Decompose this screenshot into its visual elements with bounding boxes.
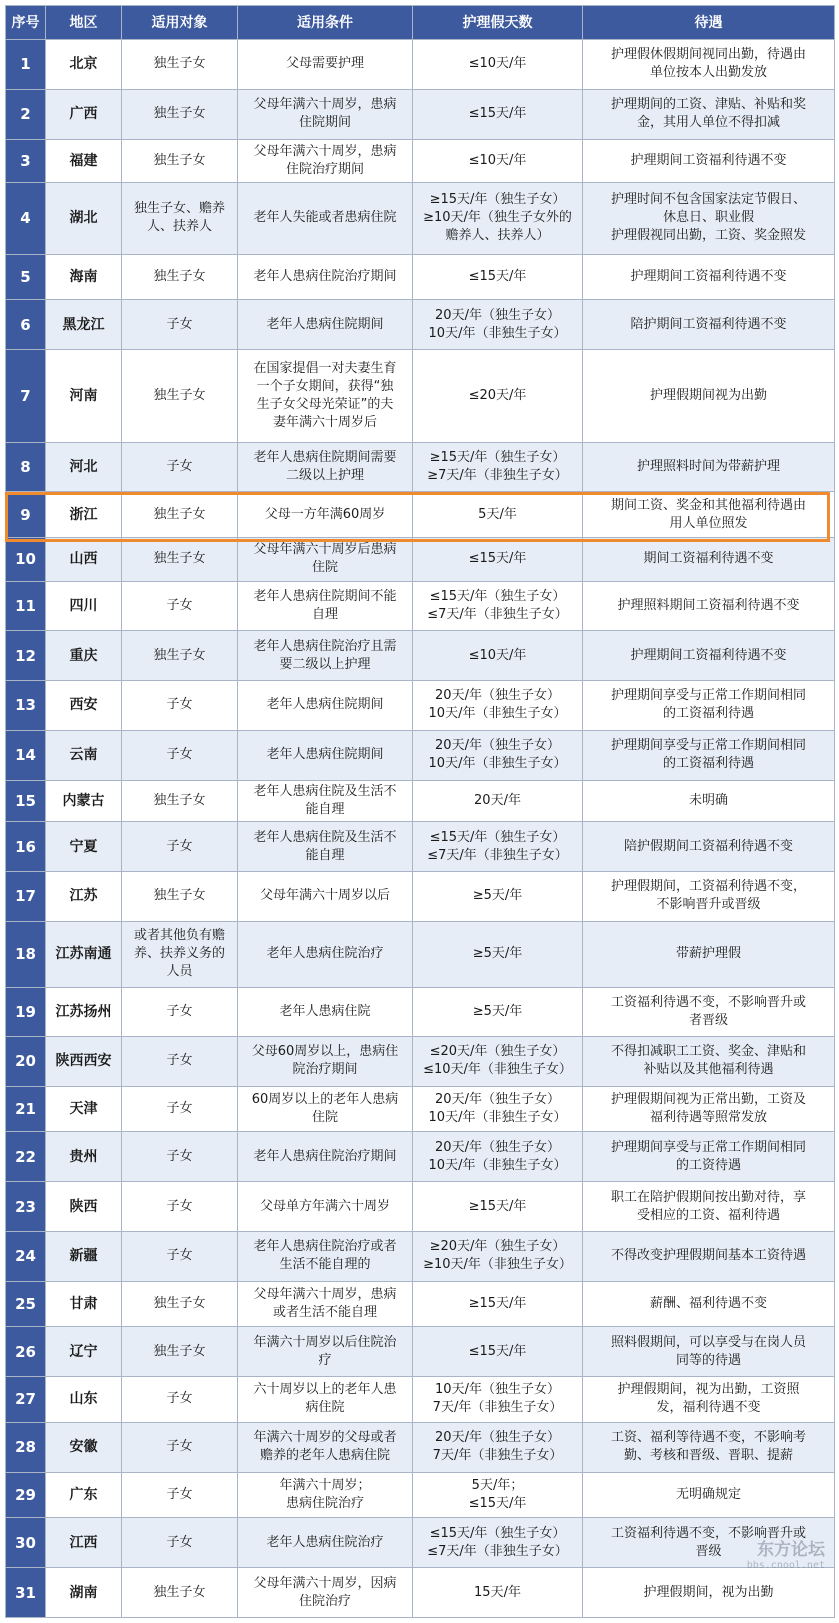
cell-no: 15: [6, 780, 46, 821]
cell-object: 独生子女: [122, 1327, 238, 1377]
cell-days: ≤15天/年: [413, 254, 583, 300]
cell-benefit: 未明确: [583, 780, 835, 821]
watermark-url: bbs.cnool.net: [746, 1560, 825, 1571]
cell-days: ≤20天/年: [413, 350, 583, 442]
cell-condition: 老年人患病住院及生活不 能自理: [238, 780, 413, 821]
header-object: 适用对象: [122, 6, 238, 40]
cell-region: 海南: [46, 254, 122, 300]
watermark-logo: 东方论坛: [757, 1540, 825, 1560]
cell-no: 25: [6, 1281, 46, 1327]
cell-benefit: 照料假期间，可以享受与在岗人员 同等的待遇: [583, 1327, 835, 1377]
cell-benefit: 陪护假期间工资福利待遇不变: [583, 822, 835, 872]
cell-benefit: 薪酬、福利待遇不变: [583, 1281, 835, 1327]
cell-condition: 在国家提倡一对夫妻生育 一个子女期间，获得“独 生子女父母光荣证”的夫 妻年满六十周岁后: [238, 350, 413, 442]
cell-days: ≤20天/年（独生子女） ≤10天/年（非独生子女）: [413, 1036, 583, 1086]
cell-days: 20天/年（独生子女） 10天/年（非独生子女）: [413, 1086, 583, 1132]
table-row: [6, 730, 835, 780]
cell-region: 四川: [46, 581, 122, 631]
cell-benefit: 护理假期间视为正常出勤，工资及 福利待遇等照常发放: [583, 1086, 835, 1132]
cell-days: ≤15天/年: [413, 89, 583, 139]
cell-condition: 老年人患病住院期间不能 自理: [238, 581, 413, 631]
cell-days: ≤15天/年: [413, 537, 583, 581]
cell-object: 独生子女: [122, 1568, 238, 1618]
cell-region: 辽宁: [46, 1327, 122, 1377]
cell-benefit: 护理照料时间为带薪护理: [583, 442, 835, 492]
cell-no: 13: [6, 681, 46, 731]
cell-no: 12: [6, 631, 46, 681]
cell-object: 子女: [122, 730, 238, 780]
cell-days: 5天/年； ≤15天/年: [413, 1472, 583, 1518]
cell-object: 子女: [122, 300, 238, 350]
cell-condition: 老年人患病住院治疗且需 要二级以上护理: [238, 631, 413, 681]
cell-no: 3: [6, 139, 46, 183]
cell-no: 8: [6, 442, 46, 492]
cell-no: 24: [6, 1231, 46, 1281]
cell-condition: 父母年满六十周岁以后: [238, 871, 413, 921]
cell-days: ≤15天/年（独生子女） ≤7天/年（非独生子女）: [413, 581, 583, 631]
table-row: [6, 1472, 835, 1518]
cell-condition: 年满六十周岁以后住院治 疗: [238, 1327, 413, 1377]
table-row: [6, 537, 835, 581]
cell-benefit: 护理假期间，工资福利待遇不变， 不影响晋升或晋级: [583, 871, 835, 921]
table-row: [6, 631, 835, 681]
cell-condition: 老年人患病住院治疗或者 生活不能自理的: [238, 1231, 413, 1281]
table-row: [6, 1422, 835, 1472]
cell-benefit: 无明确规定: [583, 1472, 835, 1518]
cell-benefit: 护理假期间，视为出勤: [583, 1568, 835, 1618]
cell-days: 10天/年（独生子女） 7天/年（非独生子女）: [413, 1377, 583, 1423]
cell-object: 子女: [122, 442, 238, 492]
cell-region: 江西: [46, 1518, 122, 1568]
cell-object: 独生子女: [122, 139, 238, 183]
cell-benefit: 不得改变护理假期间基本工资待遇: [583, 1231, 835, 1281]
cell-region: 河北: [46, 442, 122, 492]
table-row: [6, 442, 835, 492]
cell-region: 陕西: [46, 1182, 122, 1232]
cell-object: 子女: [122, 988, 238, 1037]
cell-object: 独生子女、赡养 人、扶养人: [122, 183, 238, 255]
header-no: 序号: [6, 6, 46, 40]
cell-days: 20天/年（独生子女） 7天/年（非独生子女）: [413, 1422, 583, 1472]
cell-region: 宁夏: [46, 822, 122, 872]
table-row: [6, 1036, 835, 1086]
cell-region: 广东: [46, 1472, 122, 1518]
cell-region: 广西: [46, 89, 122, 139]
policy-table: [5, 5, 835, 1618]
cell-days: ≤15天/年（独生子女） ≤7天/年（非独生子女）: [413, 1518, 583, 1568]
cell-days: ≤10天/年: [413, 40, 583, 90]
header-benefit: 待遇: [583, 6, 835, 40]
cell-condition: 父母需要护理: [238, 40, 413, 90]
cell-benefit: 不得扣减职工工资、奖金、津贴和 补贴以及其他福利待遇: [583, 1036, 835, 1086]
cell-days: ≤15天/年（独生子女） ≤7天/年（非独生子女）: [413, 822, 583, 872]
cell-no: 2: [6, 89, 46, 139]
cell-object: 子女: [122, 581, 238, 631]
table-row: [6, 1231, 835, 1281]
cell-object: 独生子女: [122, 871, 238, 921]
cell-condition: 60周岁以上的老年人患病 住院: [238, 1086, 413, 1132]
table-row: [6, 350, 835, 442]
cell-region: 西安: [46, 681, 122, 731]
cell-condition: 父母年满六十周岁，因病 住院治疗: [238, 1568, 413, 1618]
cell-no: 21: [6, 1086, 46, 1132]
table-row: [6, 1377, 835, 1423]
cell-no: 28: [6, 1422, 46, 1472]
table-row: [6, 183, 835, 255]
cell-condition: 父母年满六十周岁，患病 住院治疗期间: [238, 139, 413, 183]
cell-days: 20天/年（独生子女） 10天/年（非独生子女）: [413, 300, 583, 350]
cell-object: 独生子女: [122, 631, 238, 681]
cell-benefit: 护理期间工资福利待遇不变: [583, 139, 835, 183]
cell-no: 4: [6, 183, 46, 255]
cell-no: 7: [6, 350, 46, 442]
cell-object: 独生子女: [122, 492, 238, 538]
table-row: [6, 581, 835, 631]
header-days: 护理假天数: [413, 6, 583, 40]
table-row: [6, 681, 835, 731]
cell-condition: 年满六十周岁； 患病住院治疗: [238, 1472, 413, 1518]
cell-benefit: 期间工资福利待遇不变: [583, 537, 835, 581]
cell-no: 22: [6, 1132, 46, 1182]
cell-condition: 父母60周岁以上，患病住 院治疗期间: [238, 1036, 413, 1086]
cell-region: 江苏扬州: [46, 988, 122, 1037]
table-row: [6, 988, 835, 1037]
cell-no: 9: [6, 492, 46, 538]
cell-no: 10: [6, 537, 46, 581]
cell-days: ≥5天/年: [413, 921, 583, 987]
header-region: 地区: [46, 6, 122, 40]
cell-condition: 六十周岁以上的老年人患 病住院: [238, 1377, 413, 1423]
cell-days: 20天/年（独生子女） 10天/年（非独生子女）: [413, 730, 583, 780]
table-body: [6, 40, 835, 1618]
cell-object: 子女: [122, 1036, 238, 1086]
cell-benefit: 护理假期间视为出勤: [583, 350, 835, 442]
cell-days: ≤10天/年: [413, 631, 583, 681]
table-row: [6, 89, 835, 139]
cell-benefit: 护理期间享受与正常工作期间相同 的工资福利待遇: [583, 730, 835, 780]
cell-days: 20天/年（独生子女） 10天/年（非独生子女）: [413, 1132, 583, 1182]
cell-region: 山西: [46, 537, 122, 581]
cell-no: 11: [6, 581, 46, 631]
cell-region: 福建: [46, 139, 122, 183]
cell-condition: 老年人患病住院及生活不 能自理: [238, 822, 413, 872]
table-row: [6, 1568, 835, 1618]
cell-days: ≥5天/年: [413, 988, 583, 1037]
cell-benefit: 护理期间工资福利待遇不变: [583, 254, 835, 300]
cell-object: 或者其他负有赡 养、扶养义务的 人员: [122, 921, 238, 987]
cell-condition: 父母年满六十周岁后患病 住院: [238, 537, 413, 581]
cell-object: 独生子女: [122, 40, 238, 90]
cell-benefit: 陪护期间工资福利待遇不变: [583, 300, 835, 350]
cell-no: 5: [6, 254, 46, 300]
cell-no: 16: [6, 822, 46, 872]
cell-object: 子女: [122, 1377, 238, 1423]
cell-benefit: 职工在陪护假期间按出勤对待，享 受相应的工资、福利待遇: [583, 1182, 835, 1232]
table-row: [6, 1132, 835, 1182]
cell-object: 独生子女: [122, 780, 238, 821]
cell-days: ≥5天/年: [413, 871, 583, 921]
cell-benefit: 护理照料期间工资福利待遇不变: [583, 581, 835, 631]
cell-region: 浙江: [46, 492, 122, 538]
cell-condition: 老年人患病住院治疗期间: [238, 254, 413, 300]
cell-condition: 父母一方年满60周岁: [238, 492, 413, 538]
cell-benefit: 护理期间享受与正常工作期间相同 的工资福利待遇: [583, 681, 835, 731]
cell-no: 14: [6, 730, 46, 780]
cell-condition: 老年人患病住院期间: [238, 681, 413, 731]
cell-condition: 老年人患病住院: [238, 988, 413, 1037]
cell-object: 子女: [122, 1132, 238, 1182]
table-row: [6, 871, 835, 921]
cell-object: 独生子女: [122, 350, 238, 442]
cell-object: 子女: [122, 1518, 238, 1568]
cell-region: 江苏: [46, 871, 122, 921]
cell-region: 湖南: [46, 1568, 122, 1618]
cell-object: 子女: [122, 1422, 238, 1472]
table-row: [6, 921, 835, 987]
cell-benefit: 工资、福利等待遇不变，不影响考 勤、考核和晋级、晋职、提薪: [583, 1422, 835, 1472]
table-row: [6, 822, 835, 872]
cell-object: 子女: [122, 681, 238, 731]
cell-benefit: 护理期间工资福利待遇不变: [583, 631, 835, 681]
cell-benefit: 护理假期间，视为出勤，工资照 发，福利待遇不变: [583, 1377, 835, 1423]
cell-region: 江苏南通: [46, 921, 122, 987]
cell-no: 6: [6, 300, 46, 350]
cell-days: 20天/年（独生子女） 10天/年（非独生子女）: [413, 681, 583, 731]
cell-object: 独生子女: [122, 254, 238, 300]
cell-benefit: 带薪护理假: [583, 921, 835, 987]
header-condition: 适用条件: [238, 6, 413, 40]
cell-benefit: 护理期间享受与正常工作期间相同 的工资待遇: [583, 1132, 835, 1182]
cell-days: 20天/年: [413, 780, 583, 821]
cell-benefit: 工资福利待遇不变，不影响晋升或 晋级: [583, 1518, 835, 1568]
cell-object: 子女: [122, 1182, 238, 1232]
cell-no: 1: [6, 40, 46, 90]
cell-region: 内蒙古: [46, 780, 122, 821]
table-row: [6, 254, 835, 300]
cell-days: ≥15天/年（独生子女） ≥10天/年（独生子女外的 赡养人、扶养人）: [413, 183, 583, 255]
cell-days: ≤10天/年: [413, 139, 583, 183]
cell-benefit: 护理时间不包含国家法定节假日、 休息日、职业假 护理假视同出勤，工资、奖金照发: [583, 183, 835, 255]
cell-no: 20: [6, 1036, 46, 1086]
cell-benefit: 期间工资、奖金和其他福利待遇由 用人单位照发: [583, 492, 835, 538]
cell-condition: 父母单方年满六十周岁: [238, 1182, 413, 1232]
cell-no: 18: [6, 921, 46, 987]
cell-condition: 老年人患病住院期间: [238, 300, 413, 350]
cell-region: 北京: [46, 40, 122, 90]
cell-object: 子女: [122, 1472, 238, 1518]
cell-region: 甘肃: [46, 1281, 122, 1327]
table-row: [6, 40, 835, 90]
table-row: [6, 1281, 835, 1327]
cell-days: ≥15天/年（独生子女） ≥7天/年（非独生子女）: [413, 442, 583, 492]
cell-object: 子女: [122, 1086, 238, 1132]
cell-object: 独生子女: [122, 1281, 238, 1327]
cell-no: 17: [6, 871, 46, 921]
cell-condition: 老年人失能或者患病住院: [238, 183, 413, 255]
cell-condition: 老年人患病住院期间: [238, 730, 413, 780]
cell-days: 15天/年: [413, 1568, 583, 1618]
cell-region: 天津: [46, 1086, 122, 1132]
cell-region: 陕西西安: [46, 1036, 122, 1086]
table-row: [6, 492, 835, 538]
table-row: [6, 1182, 835, 1232]
cell-region: 黑龙江: [46, 300, 122, 350]
cell-condition: 老年人患病住院治疗: [238, 1518, 413, 1568]
cell-condition: 老年人患病住院治疗: [238, 921, 413, 987]
cell-no: 30: [6, 1518, 46, 1568]
cell-condition: 父母年满六十周岁，患病 或者生活不能自理: [238, 1281, 413, 1327]
cell-no: 31: [6, 1568, 46, 1618]
cell-region: 云南: [46, 730, 122, 780]
table-row: [6, 1086, 835, 1132]
cell-no: 23: [6, 1182, 46, 1232]
cell-region: 重庆: [46, 631, 122, 681]
cell-days: ≥15天/年: [413, 1182, 583, 1232]
table-row: [6, 300, 835, 350]
cell-condition: 父母年满六十周岁，患病 住院期间: [238, 89, 413, 139]
cell-condition: 老年人患病住院治疗期间: [238, 1132, 413, 1182]
cell-days: ≥20天/年（独生子女） ≥10天/年（非独生子女）: [413, 1231, 583, 1281]
cell-condition: 老年人患病住院期间需要 二级以上护理: [238, 442, 413, 492]
cell-object: 独生子女: [122, 537, 238, 581]
cell-benefit: 工资福利待遇不变，不影响晋升或 者晋级: [583, 988, 835, 1037]
cell-region: 山东: [46, 1377, 122, 1423]
cell-days: 5天/年: [413, 492, 583, 538]
cell-no: 26: [6, 1327, 46, 1377]
table-row: [6, 1518, 835, 1568]
cell-no: 27: [6, 1377, 46, 1423]
table-header-row: [6, 6, 835, 40]
cell-condition: 年满六十周岁的父母或者 赡养的老年人患病住院: [238, 1422, 413, 1472]
cell-no: 29: [6, 1472, 46, 1518]
table-row: [6, 780, 835, 821]
cell-no: 19: [6, 988, 46, 1037]
cell-object: 子女: [122, 1231, 238, 1281]
table-row: [6, 1327, 835, 1377]
cell-region: 河南: [46, 350, 122, 442]
cell-region: 贵州: [46, 1132, 122, 1182]
cell-benefit: 护理假休假期间视同出勤，待遇由 单位按本人出勤发放: [583, 40, 835, 90]
cell-benefit: 护理期间的工资、津贴、补贴和奖 金，其用人单位不得扣减: [583, 89, 835, 139]
cell-region: 安徽: [46, 1422, 122, 1472]
table-row: [6, 139, 835, 183]
cell-object: 独生子女: [122, 89, 238, 139]
cell-region: 新疆: [46, 1231, 122, 1281]
cell-days: ≥15天/年: [413, 1281, 583, 1327]
cell-object: 子女: [122, 822, 238, 872]
cell-days: ≤15天/年: [413, 1327, 583, 1377]
cell-region: 湖北: [46, 183, 122, 255]
